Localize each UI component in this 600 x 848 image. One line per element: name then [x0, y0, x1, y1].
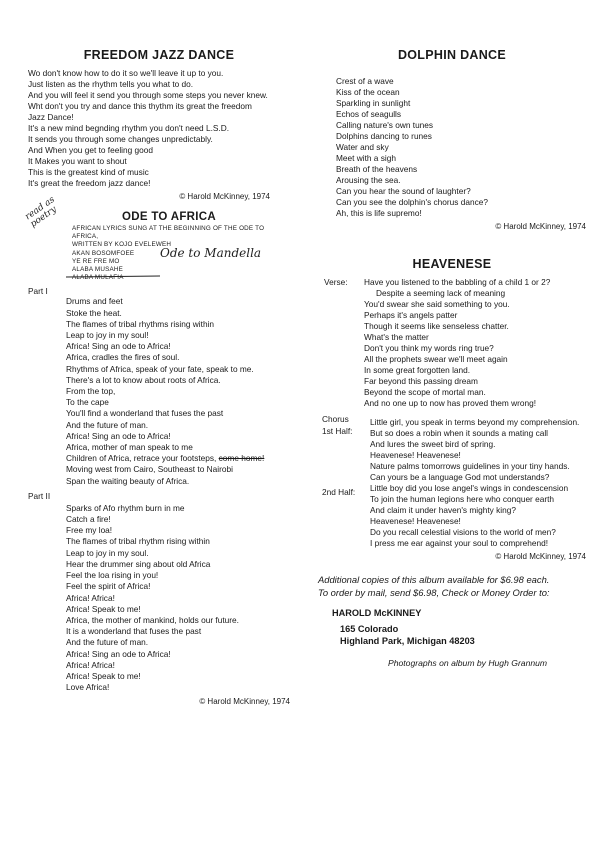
lyric-line: Don't you think my words ring true? [364, 343, 494, 353]
lyric-line: Just listen as the rhythm tells you what to do. [28, 79, 194, 89]
lyric-line: Leap to joy in my soul. [66, 547, 149, 558]
lyric-line: Africa! Speak to me! [66, 603, 141, 614]
lyric-line: It's great the freedom jazz dance! [28, 178, 151, 188]
order-name: HAROLD McKINNEY [332, 608, 422, 618]
part-1-label: Part I [28, 286, 48, 297]
dolphin-title: DOLPHIN DANCE [397, 48, 507, 62]
intro-line: AFRICAN LYRICS SUNG AT THE BEGINNING OF THE ODE TO AFRICA, [72, 225, 265, 241]
heavenese-title: HEAVENESE [412, 257, 492, 271]
lyric-line: Africa! Africa! [66, 659, 115, 670]
lyric-line: Arousing the sea. [336, 175, 401, 185]
lyric-line: Can yours be a language God mot understands? [370, 472, 550, 482]
heavenese-credit: © Harold McKinney, 1974 [495, 552, 586, 561]
lyric-line: Africa! Africa! [66, 592, 115, 603]
lyric-line: Can you see the dolphin's chorus dance? [336, 197, 488, 207]
order-note-1: Additional copies of this album available for $6.98 each. [318, 574, 550, 585]
lyric-line: From the top, [66, 386, 116, 397]
lyric-line: And you will feel it send you through some steps you never knew. [28, 90, 268, 100]
lyric-line: Jazz Dance! [28, 112, 74, 122]
lyric-line: And When you get to feeling good [28, 145, 154, 155]
dolphin-lyrics [318, 76, 586, 219]
lyric-line: Far beyond this passing dream [364, 376, 478, 386]
lyric-line: All the prophets swear we'll meet again [364, 354, 508, 364]
chorus-label: Chorus [322, 414, 349, 424]
freedom-title: FREEDOM JAZZ DANCE [83, 48, 235, 62]
lyric-line: Africa, cradles the fires of soul. [66, 352, 180, 363]
verse-label: Verse: [324, 277, 348, 287]
ode-section [23, 194, 290, 707]
lyric-line: To join the human legions here who conquer earth [370, 494, 555, 504]
lyric-line: Africa, the mother of mankind, holds our future. [66, 614, 239, 625]
lyric-line: And the future of man. [66, 419, 149, 430]
ode-part-2 [28, 491, 290, 693]
heavenese-chorus-1 [318, 414, 586, 483]
lyric-line: Water and sky [336, 142, 389, 152]
lyric-line: I press me ear against your soul to comprehend! [370, 538, 549, 548]
lyric-line: Hear the drummer sing about old Africa [66, 558, 211, 569]
lyric-line: Africa, mother of man speak to me [66, 442, 193, 453]
lyric-line [66, 453, 290, 464]
lyric-line: There's a lot to know about roots of Africa. [66, 374, 221, 385]
intro-line: AKAN BOSOMFOEE [72, 249, 135, 257]
lyric-line: In some great forgotten land. [364, 365, 471, 375]
chorus-1-lyrics [318, 417, 586, 483]
lyric-line: Kiss of the ocean [336, 87, 400, 97]
lyric-line: Have you listened to the babbling of a child 1 or 2? [364, 277, 551, 287]
lyric-line: You'll find a wonderland that fuses the past [66, 408, 224, 419]
lyric-line: Breath of the heavens [336, 164, 418, 174]
lyric-line: What's the matter [364, 332, 429, 342]
lyric-line: Perhaps it's angels patter [364, 310, 458, 320]
lyric-line: Love Africa! [66, 682, 110, 693]
lyric-line: Stoke the heat. [66, 307, 122, 318]
lyric-line: Do you recall celestial visions to the world of men? [370, 527, 556, 537]
handwritten-arrow-line [64, 271, 264, 283]
lyric-line: Heavenese! Heavenese! [370, 516, 461, 526]
lyric-line: Span the waiting beauty of Africa. [66, 475, 190, 486]
lyric-line: Wht don't you try and dance this thythm its great the freedom [28, 101, 252, 111]
order-street: 165 Colorado [340, 624, 399, 634]
lyric-line: Free my loa! [66, 525, 113, 536]
lyric-line: Rhythms of Africa, speak of your fate, speak to me. [66, 363, 254, 374]
lyric-line: The flames of tribal rhythms rising within [66, 318, 215, 329]
lyric-line: It sends you through some changes unpredictably. [28, 134, 213, 144]
freedom-lyrics [28, 68, 290, 189]
right-column [318, 48, 586, 670]
intro-line: ALABA MUSAHE [72, 266, 124, 274]
lyric-line: Calling nature's own tunes [336, 120, 434, 130]
lyric-line: This is the greatest kind of music [28, 167, 149, 177]
lyric-line: Can you hear the sound of laughter? [336, 186, 471, 196]
lyric-line: But so does a robin when it sounds a mating call [370, 428, 549, 438]
lyric-text: Children of Africa, retrace your footsteps, [66, 453, 219, 464]
handwritten-note-ode-to-mandella: Ode to Mandella [160, 246, 262, 260]
lyric-line: And the future of man. [66, 637, 149, 648]
lyric-line: Dolphins dancing to runes [336, 131, 432, 141]
lyric-line: You'd swear she said something to you. [364, 299, 510, 309]
lyric-line: Wo don't know how to do it so we'll leave it up to you. [28, 68, 224, 78]
intro-line: WRITTEN BY KOJO EVELEWEH [72, 241, 172, 249]
part-1-lyrics [28, 286, 290, 486]
ode-title: ODE TO AFRICA [122, 211, 216, 223]
lyric-line: It Makes you want to shout [28, 156, 127, 166]
lyric-line: Crest of a wave [336, 76, 394, 86]
intro-line: ALABA MULAFIA [72, 274, 124, 282]
lyric-line: Drums and feet [66, 296, 123, 307]
lyric-line: Feel the loa rising in you! [66, 570, 159, 581]
handwritten-note-read-as-poetry: read as poetry [23, 194, 59, 230]
first-half-label: 1st Half: [322, 426, 353, 436]
lyric-line: And lures the sweet bird of spring. [370, 439, 496, 449]
lyric-line: Sparks of Afo rhythm burn in me [66, 502, 185, 513]
lyric-line: It's a new mind begnding rhythm you don't need L.S.D. [28, 123, 230, 133]
lyric-line: It is a wonderland that fuses the past [66, 626, 202, 637]
lyric-line: Moving west from Cairo, Southeast to Nairobi [66, 464, 233, 475]
lyric-line: Catch a fire! [66, 514, 111, 525]
lyric-line: Sparkling in sunlight [336, 98, 411, 108]
intro-line: YE RE FRE MO [72, 257, 120, 265]
ode-credit: © Harold McKinney, 1974 [199, 697, 290, 707]
photo-credit: Photographs on album by Hugh Grannum [388, 658, 548, 668]
lyric-line: To the cape [66, 397, 109, 408]
lyric-line: And no one up to now has proved them wrong! [364, 398, 537, 408]
lyric-line: Little boy did you lose angel's wings in condescension [370, 483, 569, 493]
lyric-line: Despite a seeming lack of meaning [376, 288, 506, 298]
struck-text: come home! [218, 453, 265, 464]
lyric-line: Little girl, you speak in terms beyond my comprehension. [370, 417, 580, 427]
lyric-line: And claim it under haven's mighty king? [370, 505, 516, 515]
lyric-line: Africa! Sing an ode to Africa! [66, 341, 171, 352]
second-half-label: 2nd Half: [322, 487, 356, 497]
chorus-2-lyrics [318, 483, 586, 549]
lyric-line: Beyond the scope of mortal man. [364, 387, 486, 397]
heavenese-verse [318, 277, 586, 409]
part-2-label: Part II [28, 490, 51, 501]
lyric-line: Meet with a sigh [336, 153, 396, 163]
part-2-lyrics [28, 491, 290, 693]
lyric-line: Africa! Sing an ode to Africa! [66, 648, 171, 659]
lyric-line: Though it seems like senseless chatter. [364, 321, 509, 331]
order-info [318, 573, 586, 670]
lyric-line: Nature palms tomorrows guidelines in your tiny hands. [370, 461, 570, 471]
lyric-line: Leap to joy in my soul! [66, 330, 149, 341]
ode-part-1 [28, 286, 290, 486]
dolphin-credit: © Harold McKinney, 1974 [495, 222, 586, 231]
left-column [23, 48, 290, 707]
heavenese-chorus-2 [318, 483, 586, 549]
lyric-line: Africa! Sing an ode to Africa! [66, 430, 171, 441]
lyric-line: Africa! Speak to me! [66, 670, 141, 681]
lyric-line: Feel the spirit of Africa! [66, 581, 151, 592]
lyric-line: Echos of seagulls [336, 109, 402, 119]
order-note-2: To order by mail, send $6.98, Check or Money Order to: [318, 587, 550, 598]
lyric-line: Heavenese! Heavenese! [370, 450, 461, 460]
lyric-line: The flames of tribal rhythm rising within [66, 536, 210, 547]
order-city: Highland Park, Michigan 48203 [340, 636, 475, 646]
lyric-line: Ah, this is life supremo! [336, 208, 422, 218]
verse-lyrics [318, 277, 586, 409]
freedom-credit: © Harold McKinney, 1974 [179, 192, 270, 201]
